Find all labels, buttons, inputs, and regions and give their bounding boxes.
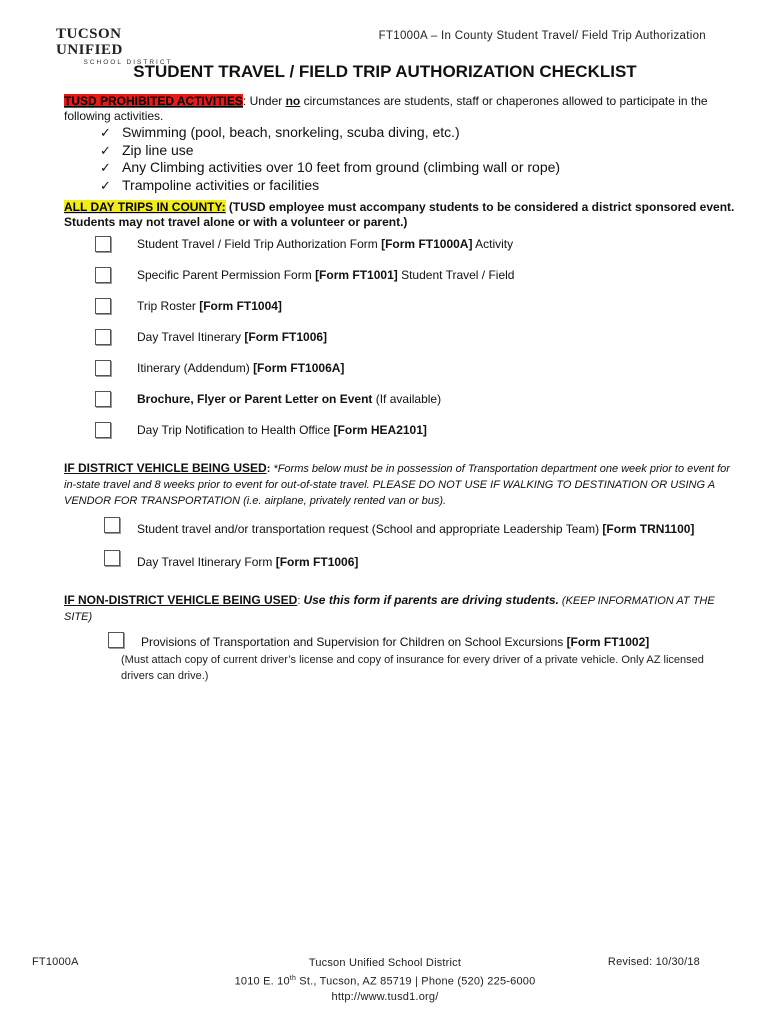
all-day-text: (TUSD employee must accompany students to be considered a district sponsored event. Students may not travel alone or with a volunteer or parent.) (64, 200, 735, 229)
checklist-item-ft1006-district: Day Travel Itinerary Form [Form FT1006] (137, 555, 359, 569)
all-day-label: ALL DAY TRIPS IN COUNTY: (64, 200, 226, 214)
list-item-text: Swimming (pool, beach, snorkeling, scuba diving, etc.) (122, 124, 460, 140)
list-item-text: Any Climbing activities over 10 feet from ground (climbing wall or rope) (122, 159, 561, 175)
footer-address: 1010 E. 10th St., Tucson, AZ 85719 | Phone (520) 225-6000 (234, 975, 536, 988)
non-district-bold-text: Use this form if parents are driving students. (303, 593, 559, 607)
checkbox-ft1004[interactable] (95, 298, 111, 314)
list-item (100, 177, 560, 195)
checkbox-ft1000a[interactable] (95, 236, 111, 252)
district-vehicle-label: IF DISTRICT VEHICLE BEING USED (64, 461, 267, 475)
non-district-text: (KEEP INFORMATION AT THE SITE) (64, 595, 715, 623)
checkbox-ft1002[interactable] (108, 632, 124, 648)
district-vehicle-section: IF DISTRICT VEHICLE BEING USED: *Forms below must be in possession of Transportation department one week prior to event for in-state travel and 8 weeks prior to event for out-of-state travel. PLEASE DO NOT USE IF WALKING TO DESTINATION OR USING A VENDOR FOR TRANSPORTATION (i.e. airplane, privately rented van or bus). (64, 461, 730, 507)
footer-url[interactable]: http://www.tusd1.org/ (331, 990, 439, 1003)
footer-revised-date: Revised: 10/30/18 (607, 956, 700, 968)
checklist-item-hea2101: Day Trip Notification to Health Office [Form HEA2101] (137, 423, 427, 437)
checklist-item-trn1100: Student travel and/or transportation request (School and appropriate Leadership Team) [Form TRN1100] (137, 522, 695, 536)
logo-sub-text: SCHOOL DISTRICT (83, 59, 173, 66)
checkbox-ft1001[interactable] (95, 267, 111, 283)
checkbox-brochure[interactable] (95, 391, 111, 407)
checkbox-hea2101[interactable] (95, 422, 111, 438)
list-item (100, 124, 560, 142)
checkbox-trn1100[interactable] (104, 517, 120, 533)
checklist-item-ft1000a: Student Travel / Field Trip Authorization Form [Form FT1000A] Activity (137, 237, 514, 251)
list-item (100, 159, 560, 177)
form-header-title: FT1000A – In County Student Travel/ Field Trip Authorization (378, 30, 706, 42)
checkmark-icon: ✓ (100, 177, 111, 193)
checklist-item-ft1006: Day Travel Itinerary [Form FT1006] (137, 330, 328, 344)
checkmark-icon: ✓ (100, 160, 111, 175)
prohibited-emphasis: no (285, 94, 301, 108)
checkbox-ft1006-district[interactable] (104, 550, 120, 566)
district-vehicle-text: *Forms below must be in possession of Transportation department one week prior to event for in-state travel and 8 weeks prior to event for out-of-state travel. PLEASE DO NOT USE IF WALKING TO DESTINATION OR USING A VENDOR FOR TRANSPORTATION (i.e. airplane, privately rented van or bus). (64, 463, 730, 507)
checkmark-icon: ✓ (100, 142, 111, 158)
checklist-item-ft1004: Trip Roster [Form FT1004] (137, 299, 282, 313)
list-item-text: Trampoline activities or facilities (122, 176, 320, 193)
prohibited-text-post: circumstances are students, staff or chaperones allowed to participate in the following activities. (64, 94, 708, 123)
non-district-vehicle-section: IF NON-DISTRICT VEHICLE BEING USED: Use this form if parents are driving students. (KEEP INFORMATION AT THE SITE) (64, 593, 715, 623)
checklist-item-ft1001: Specific Parent Permission Form [Form FT1001] Student Travel / Field (137, 268, 515, 282)
checklist-item-brochure: Brochure, Flyer or Parent Letter on Event (If available) (137, 392, 442, 406)
all-day-trips-section (64, 200, 744, 230)
logo-main-text: TUCSON UNIFIED (56, 26, 123, 58)
list-item-text: Zip line use (122, 141, 194, 158)
checkbox-ft1006a[interactable] (95, 360, 111, 376)
prohibited-section (64, 94, 734, 124)
prohibited-list (100, 124, 560, 194)
footer-district-name: Tucson Unified School District (308, 957, 462, 969)
checklist-item-ft1002: Provisions of Transportation and Supervision for Children on School Excursions [Form FT1002] (141, 635, 650, 649)
checklist-item-ft1006a: Itinerary (Addendum) [Form FT1006A] (137, 361, 345, 375)
page-title: STUDENT TRAVEL / FIELD TRIP AUTHORIZATION CHECKLIST (133, 62, 637, 81)
district-logo (56, 26, 186, 66)
footer-form-code: FT1000A (32, 956, 79, 968)
checkmark-icon: ✓ (100, 125, 111, 140)
ft1002-note: (Must attach copy of current driver’s license and copy of insurance for every driver of a private vehicle. Only AZ licensed drivers can drive.) (121, 654, 704, 682)
checkbox-ft1006[interactable] (95, 329, 111, 345)
prohibited-label: TUSD PROHIBITED ACTIVITIES (64, 94, 243, 108)
non-district-label: IF NON-DISTRICT VEHICLE BEING USED (64, 593, 298, 607)
prohibited-text-pre: : Under (242, 94, 286, 108)
list-item (100, 142, 560, 160)
